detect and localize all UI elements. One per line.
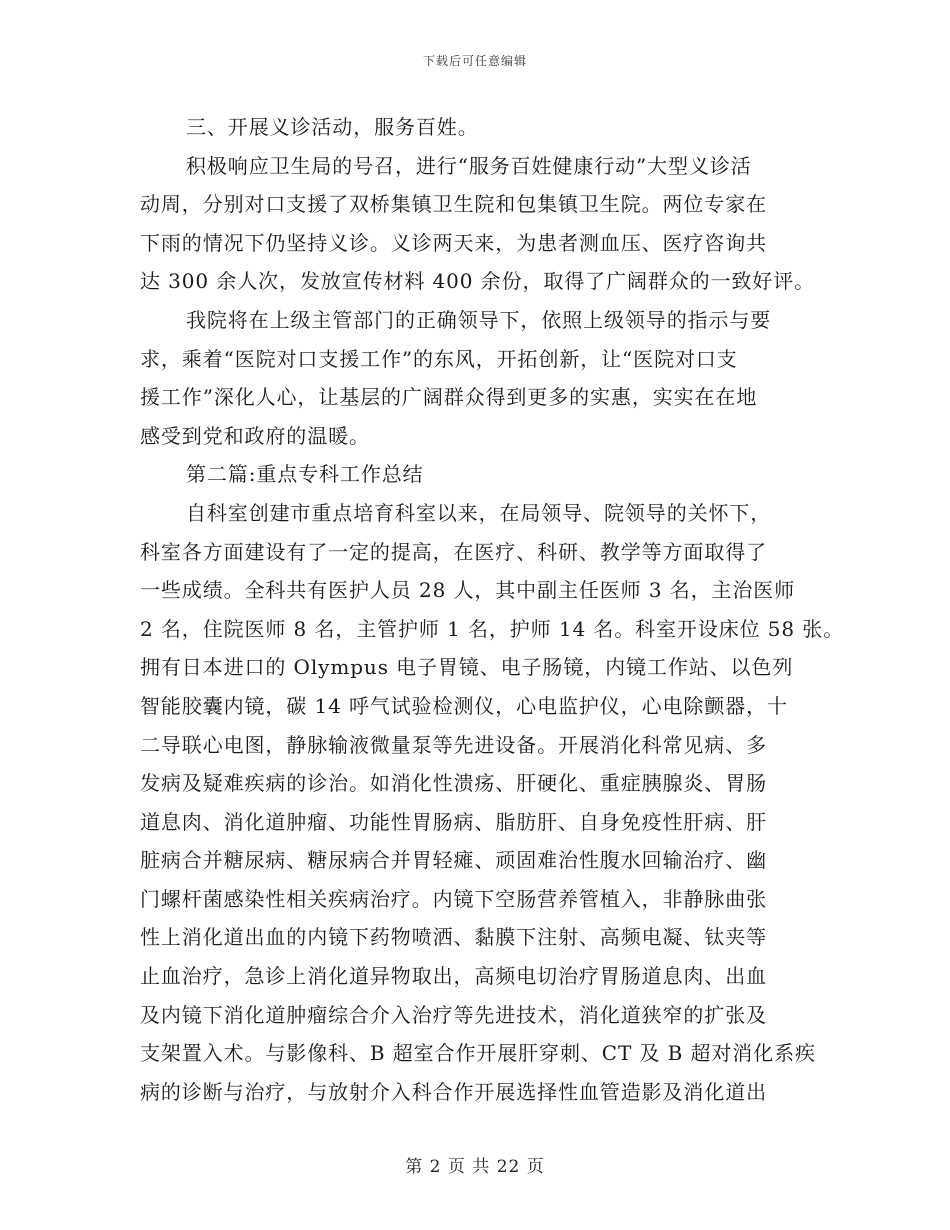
paragraph-line: 二导联心电图，静脉输液微量泵等先进设备。开展消化科常见病、多	[140, 732, 767, 757]
paragraph-line: 病的诊断与治疗，与放射介入科合作开展选择性血管造影及消化道出	[140, 1079, 767, 1104]
paragraph-line: 感受到党和政府的温暖。	[140, 423, 370, 448]
chapter-heading: 第二篇:重点专科工作总结	[186, 462, 424, 487]
paragraph-line: 发病及疑难疾病的诊治。如消化性溃疡、肝硬化、重症胰腺炎、胃肠	[140, 771, 767, 796]
paragraph-line: 积极响应卫生局的号召，进行“服务百姓健康行动”大型义诊活	[186, 153, 752, 178]
paragraph-line: 一些成绩。全科共有医护人员 28 人，其中副主任医师 3 名，主治医师	[140, 578, 796, 603]
paragraph-line: 动周，分别对口支援了双桥集镇卫生院和包集镇卫生院。两位专家在	[140, 192, 767, 217]
paragraph-line: 求，乘着“医院对口支援工作”的东风，开拓创新，让“医院对口支	[140, 346, 738, 371]
page-number-footer: 第 2 页 共 22 页	[405, 1157, 545, 1177]
document-body	[140, 108, 845, 1111]
paragraph-line: 2 名，住院医师 8 名，主管护师 1 名，护师 14 名。科室开设床位 58 张。	[140, 616, 845, 641]
paragraph-line: 下雨的情况下仍坚持义诊。义诊两天来，为患者测血压、医疗咨询共	[140, 230, 767, 255]
paragraph-line: 达 300 余人次，发放宣传材料 400 余份，取得了广阔群众的一致好评。	[140, 269, 816, 294]
section-heading: 三、开展义诊活动，服务百姓。	[186, 115, 479, 139]
paragraph-line: 及内镜下消化道肿瘤综合介入治疗等先进技术，消化道狭窄的扩张及	[140, 1002, 767, 1027]
paragraph-line: 智能胶囊内镜，碳 14 呼气试验检测仪，心电监护仪，心电除颤器，十	[140, 693, 788, 718]
paragraph-line: 支架置入术。与影像科、B 超室合作开展肝穿刺、CT 及 B 超对消化系疾	[140, 1041, 816, 1066]
header-note: 下载后可任意编辑	[422, 54, 527, 68]
paragraph-line: 性上消化道出血的内镜下药物喷洒、黏膜下注射、高频电凝、钛夹等	[140, 925, 767, 950]
paragraph-line: 援工作”深化人心，让基层的广阔群众得到更多的实惠，实实在在地	[140, 385, 758, 410]
paragraph-line: 脏病合并糖尿病、糖尿病合并胃轻瘫、顽固难治性腹水回输治疗、幽	[140, 848, 767, 873]
paragraph-line: 科室各方面建设有了一定的提高，在医疗、科研、教学等方面取得了	[140, 539, 767, 564]
paragraph-line: 我院将在上级主管部门的正确领导下，依照上级领导的指示与要	[186, 307, 772, 332]
paragraph-line: 道息肉、消化道肿瘤、功能性胃肠病、脂肪肝、自身免疫性肝病、肝	[140, 809, 767, 834]
paragraph-line: 门螺杆菌感染性相关疾病治疗。内镜下空肠营养管植入，非静脉曲张	[140, 886, 767, 911]
paragraph-line: 拥有日本进口的 Olympus 电子胃镜、电子肠镜，内镜工作站、以色列	[140, 655, 794, 680]
paragraph-line: 止血治疗，急诊上消化道异物取出，高频电切治疗胃肠道息肉、出血	[140, 964, 767, 989]
paragraph-line: 自科室创建市重点培育科室以来，在局领导、院领导的关怀下，	[186, 500, 772, 525]
